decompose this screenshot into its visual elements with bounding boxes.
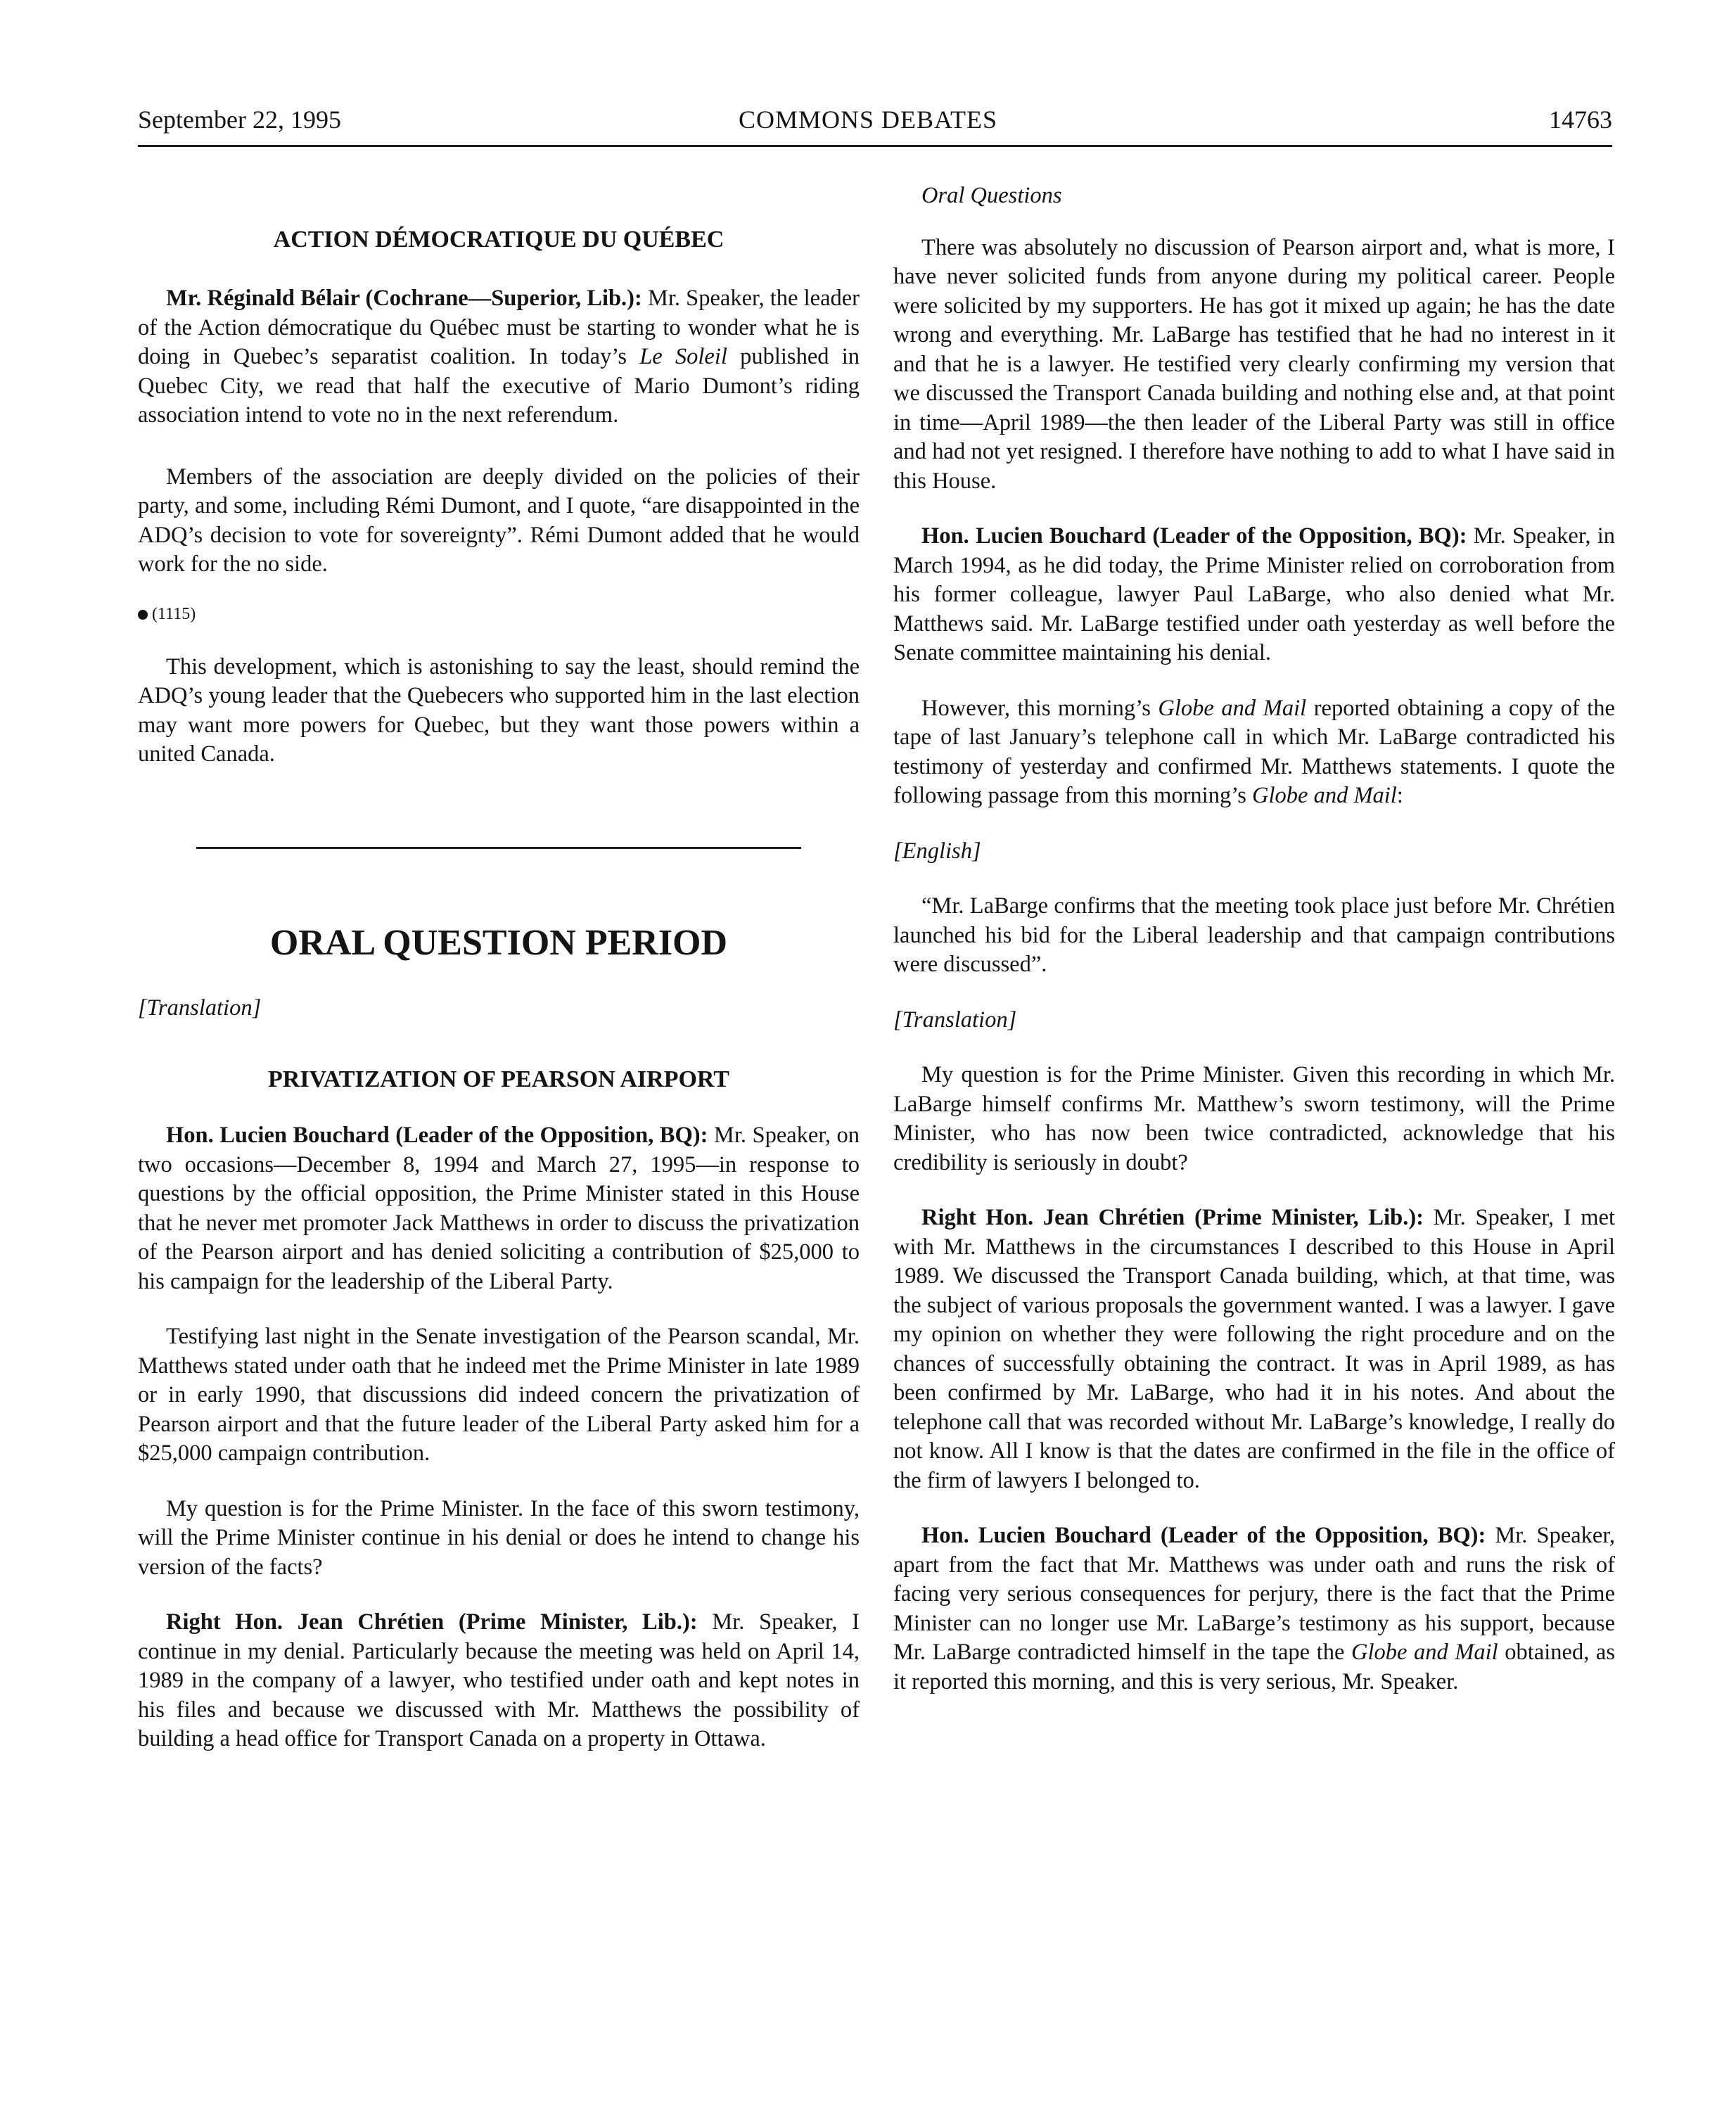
bullet-icon bbox=[138, 610, 148, 620]
paragraph: There was absolutely no discussion of Pearson airport and, what is more, I have never solicited funds from anyone during my political career. People were solicited by my supporters. He has got it mixed up again; he has the date wrong and everything. Mr. LaBarge has testified that he had no interest in it and that he is a lawyer. He testified very clearly confirming my version that we discussed the Transport Canada building and nothing else and, at that point in time—April 1989—the then leader of the Liberal Party was still in office and had not yet resigned. I therefore have nothing to add to what I have said in this House. bbox=[893, 234, 1615, 494]
paragraph: Mr. Réginald Bélair (Cochrane—Superior, Lib.): Mr. Speaker, the leader of the Action démocratique du Québec must be starting to wonder what he is doing in Quebec’s separatist coalition. In today’s Le Soleil published in Quebec City, we read that half the executive of Mario Dumont’s riding association intend to vote no in the next referendum. bbox=[138, 286, 860, 428]
paragraph: Right Hon. Jean Chrétien (Prime Minister, Lib.): Mr. Speaker, I met with Mr. Matthews in the circumstances I described to this House in April 1989. We discussed the Transport Canada building, which, at that time, was the subject of various proposals the government wanted. I was a lawyer. I gave my opinion on whether they were following the right procedure and on the chances of successfully obtaining the contract. It was in April 1989, as has been confirmed by Mr. LaBarge, who had it in his notes. And about the telephone call that was recorded without Mr. LaBarge’s knowledge, I really do not know. All I know is that the dates are confirmed in the file in the office of the firm of lawyers I belonged to. bbox=[893, 1205, 1615, 1493]
speaker-name: Hon. Lucien Bouchard (Leader of the Opposition, BQ): bbox=[166, 1123, 708, 1148]
paragraph: Hon. Lucien Bouchard (Leader of the Opposition, BQ): Mr. Speaker, in March 1994, as he did today, the Prime Minister relied on corroboration from his former colleague, lawyer Paul LaBarge, who also denied what Mr. Matthews said. Mr. LaBarge testified under oath yesterday as well before the Senate committee maintaining his denial. bbox=[893, 523, 1615, 665]
publication-title: Globe and Mail bbox=[1252, 783, 1397, 808]
speaker-name: Hon. Lucien Bouchard (Leader of the Opposition, BQ): bbox=[921, 1523, 1486, 1548]
page-number: 14763 bbox=[1549, 106, 1612, 134]
section-divider bbox=[196, 847, 801, 849]
paragraph: Members of the association are deeply divided on the policies of their party, and some, including Rémi Dumont, and I quote, “are disappointed in the ADQ’s decision to vote for sovereignty”. Rémi Dumont added that he would work for the no side. bbox=[138, 464, 860, 577]
publication-title: Globe and Mail bbox=[1158, 695, 1307, 721]
right-column bbox=[893, 176, 1615, 1697]
section-heading-adq: ACTION DÉMOCRATIQUE DU QUÉBEC bbox=[273, 226, 725, 253]
paragraph: Hon. Lucien Bouchard (Leader of the Opposition, BQ): Mr. Speaker, apart from the fact that Mr. Matthews was under oath and runs the risk of facing very serious consequences for perjury, there is the fact that the Prime Minister can no longer use Mr. LaBarge’s testimony as his support, because Mr. LaBarge contradicted himself in the tape the Globe and Mail obtained, as it reported this morning, and this is very serious, Mr. Speaker. bbox=[893, 1523, 1615, 1694]
header-rule bbox=[138, 145, 1612, 147]
paragraph: My question is for the Prime Minister. In the face of this sworn testimony, will the Prime Minister continue in his denial or does he intend to change his version of the facts? bbox=[138, 1495, 860, 1580]
paragraph: Testifying last night in the Senate investigation of the Pearson scandal, Mr. Matthews stated under oath that he indeed met the Prime Minister in late 1989 or in early 1990, that discussions did indeed concern the privatization of Pearson airport and that the future leader of the Liberal Party asked him for a $25,000 campaign contribution. bbox=[138, 1324, 860, 1466]
section-heading-privatization: PRIVATIZATION OF PEARSON AIRPORT bbox=[268, 1066, 729, 1092]
speaker-name: Mr. Réginald Bélair (Cochrane—Superior, Lib.): bbox=[166, 286, 642, 311]
paragraph: However, this morning’s Globe and Mail reported obtaining a copy of the tape of last January’s telephone call in which Mr. LaBarge contradicted his testimony of yesterday and confirmed Mr. Matthews statements. I quote the following passage from this morning’s Globe and Mail: bbox=[893, 695, 1615, 808]
header-title: COMMONS DEBATES bbox=[738, 106, 998, 134]
paragraph: This development, which is astonishing to say the least, should remind the ADQ’s young leader that the Quebecers who supported him in the last election may want more powers for Quebec, but they want those powers within a united Canada. bbox=[138, 653, 860, 767]
language-label: [Translation] bbox=[893, 1007, 1017, 1033]
speaker-name: Hon. Lucien Bouchard (Leader of the Opposition, BQ): bbox=[921, 523, 1467, 549]
running-head: Oral Questions bbox=[921, 183, 1062, 208]
publication-title: Le Soleil bbox=[639, 344, 727, 369]
publication-title: Globe and Mail bbox=[1351, 1640, 1498, 1665]
section-heading-oral-question-period: ORAL QUESTION PERIOD bbox=[269, 922, 728, 963]
paragraph: Hon. Lucien Bouchard (Leader of the Opposition, BQ): Mr. Speaker, on two occasions—December 8, 1994 and March 27, 1995—in response to questions by the official opposition, the Prime Minister stated in this House that he never met promoter Jack Matthews in order to discuss the privatization of the Pearson airport and has denied soliciting a contribution of $25,000 to his campaign for the leadership of the Liberal Party. bbox=[138, 1123, 860, 1294]
speaker-name: Right Hon. Jean Chrétien (Prime Minister, Lib.): bbox=[166, 1609, 698, 1635]
language-label: [English] bbox=[893, 838, 981, 864]
language-label: [Translation] bbox=[138, 995, 262, 1021]
paragraph: My question is for the Prime Minister. Given this recording in which Mr. LaBarge himself confirms Mr. Matthew’s sworn testimony, will the Prime Minister, who has now been twice contradicted, acknowledge that his credibility is seriously in doubt? bbox=[893, 1062, 1615, 1175]
quotation: “Mr. LaBarge confirms that the meeting took place just before Mr. Chrétien launched his bid for the Liberal leadership and that campaign contributions were discussed”. bbox=[893, 893, 1615, 977]
paragraph: Right Hon. Jean Chrétien (Prime Minister, Lib.): Mr. Speaker, I continue in my denial. Particularly because the meeting was held on April 14, 1989 in the company of a lawyer, who testified under oath and kept notes in his files and because we discussed with Mr. Matthews the possibility of building a head office for Transport Canada on a property in Ottawa. bbox=[138, 1609, 860, 1751]
left-column bbox=[138, 176, 860, 1754]
header-date: September 22, 1995 bbox=[138, 106, 341, 134]
time-reference: (1115) bbox=[138, 603, 860, 625]
speaker-name: Right Hon. Jean Chrétien (Prime Minister, Lib.): bbox=[921, 1205, 1424, 1230]
